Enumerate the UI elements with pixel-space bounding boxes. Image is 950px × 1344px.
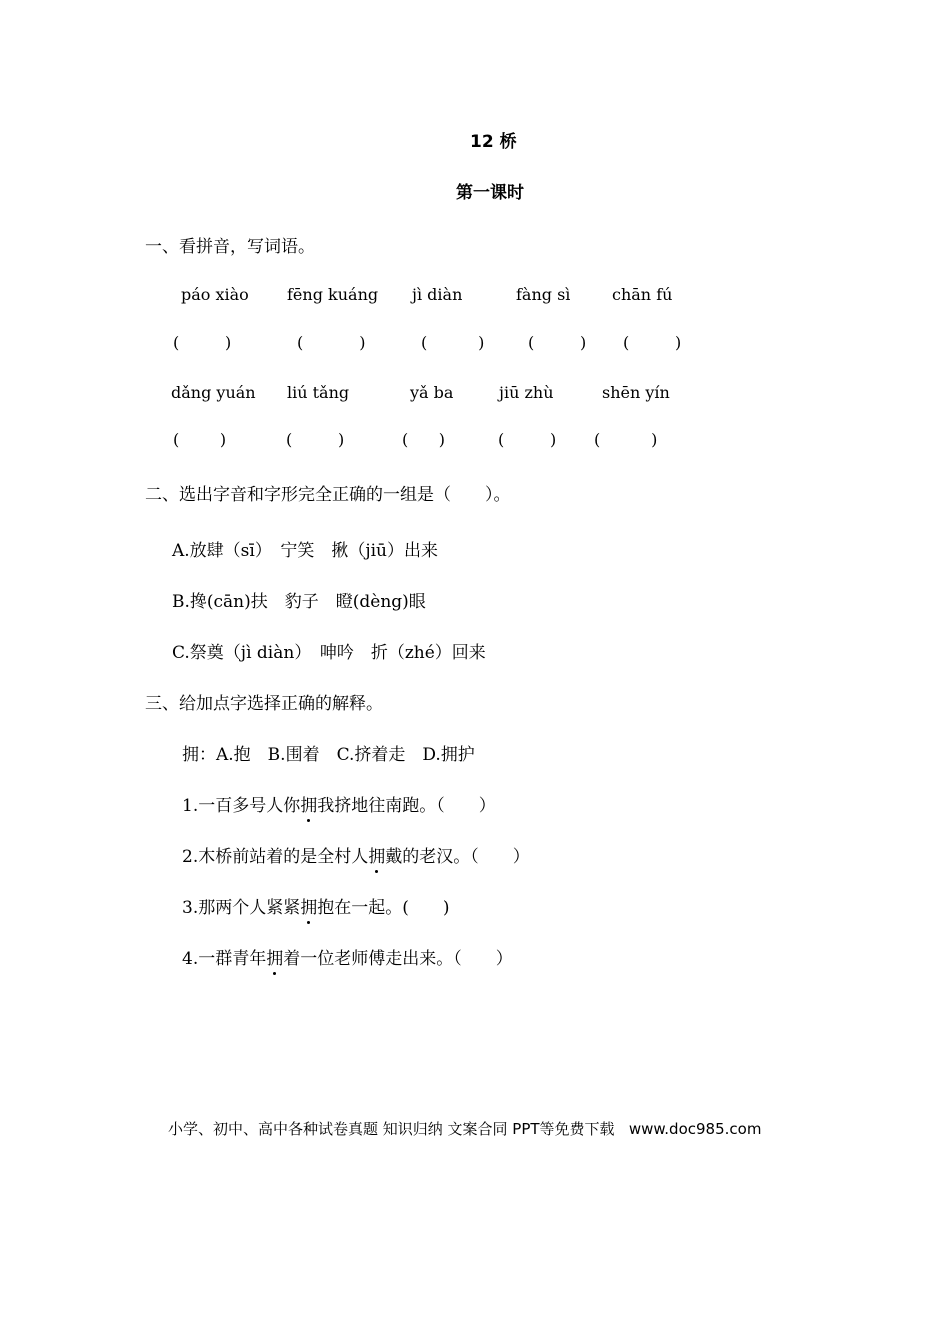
pinyin-item: jì diàn [412, 285, 463, 304]
question-text-after: 着一位老师傅走出来。（ ） [283, 949, 513, 969]
definition-line: 拥：A.抱 B.围着 C.挤着走 D.拥护 [182, 745, 475, 765]
option-c: C.祭奠（jì diàn） 呻吟 折（zhé）回来 [172, 643, 486, 663]
question-text-after: 抱在一起。( ) [317, 898, 450, 918]
answer-blank: ( ) [173, 430, 227, 449]
question-item [182, 791, 496, 816]
answer-blank: ( ) [528, 333, 587, 352]
answer-blank: ( ) [173, 333, 232, 352]
answer-blank: ( ) [498, 430, 557, 449]
question-item [182, 893, 450, 918]
dotted-character: 拥 [300, 796, 318, 816]
pinyin-item: yǎ ba [410, 383, 454, 402]
question-text-before: 1.一百多号人你 [182, 796, 301, 816]
dotted-character: 拥 [266, 949, 284, 969]
dotted-character: 拥 [368, 847, 386, 867]
question-text-after: 我挤地往南跑。（ ） [317, 796, 496, 816]
option-b: B.搀(cān)扶 豹子 瞪(dèng)眼 [172, 592, 426, 612]
pinyin-item: fēng kuáng [287, 285, 379, 304]
section2-heading: 二、选出字音和字形完全正确的一组是（ ）。 [145, 485, 511, 505]
question-text-before: 4.一群青年 [182, 949, 267, 969]
answer-blank: ( ) [286, 430, 345, 449]
question-item [182, 842, 530, 867]
question-text-before: 2.木桥前站着的是全村人 [182, 847, 369, 867]
question-text-after: 戴的老汉。（ ） [385, 847, 530, 867]
lesson-title: 12 桥 [470, 132, 517, 152]
answer-blank: ( ) [297, 333, 366, 352]
answer-blank: ( ) [402, 430, 445, 449]
footer-text: 小学、初中、高中各种试卷真题 知识归纳 文案合同 PPT等免费下载 www.doc985.com [168, 1120, 762, 1138]
pinyin-item: jiū zhù [499, 383, 554, 402]
question-text-before: 3.那两个人紧紧 [182, 898, 301, 918]
dotted-character: 拥 [300, 898, 318, 918]
section3-heading: 三、给加点字选择正确的解释。 [145, 694, 383, 714]
option-a: A.放肆（sī） 宁笑 揪（jiū）出来 [172, 541, 438, 561]
pinyin-item: fàng sì [516, 285, 571, 304]
answer-blank: ( ) [623, 333, 682, 352]
pinyin-item: páo xiào [181, 285, 249, 304]
pinyin-item: liú tǎng [287, 383, 350, 402]
lesson-subtitle: 第一课时 [456, 183, 524, 203]
pinyin-item: shēn yín [602, 383, 670, 402]
question-item [182, 944, 513, 969]
answer-blank: ( ) [594, 430, 658, 449]
answer-blank: ( ) [421, 333, 485, 352]
pinyin-item: dǎng yuán [171, 383, 256, 402]
pinyin-item: chān fú [612, 285, 673, 304]
section1-heading: 一、看拼音，写词语。 [145, 237, 315, 257]
